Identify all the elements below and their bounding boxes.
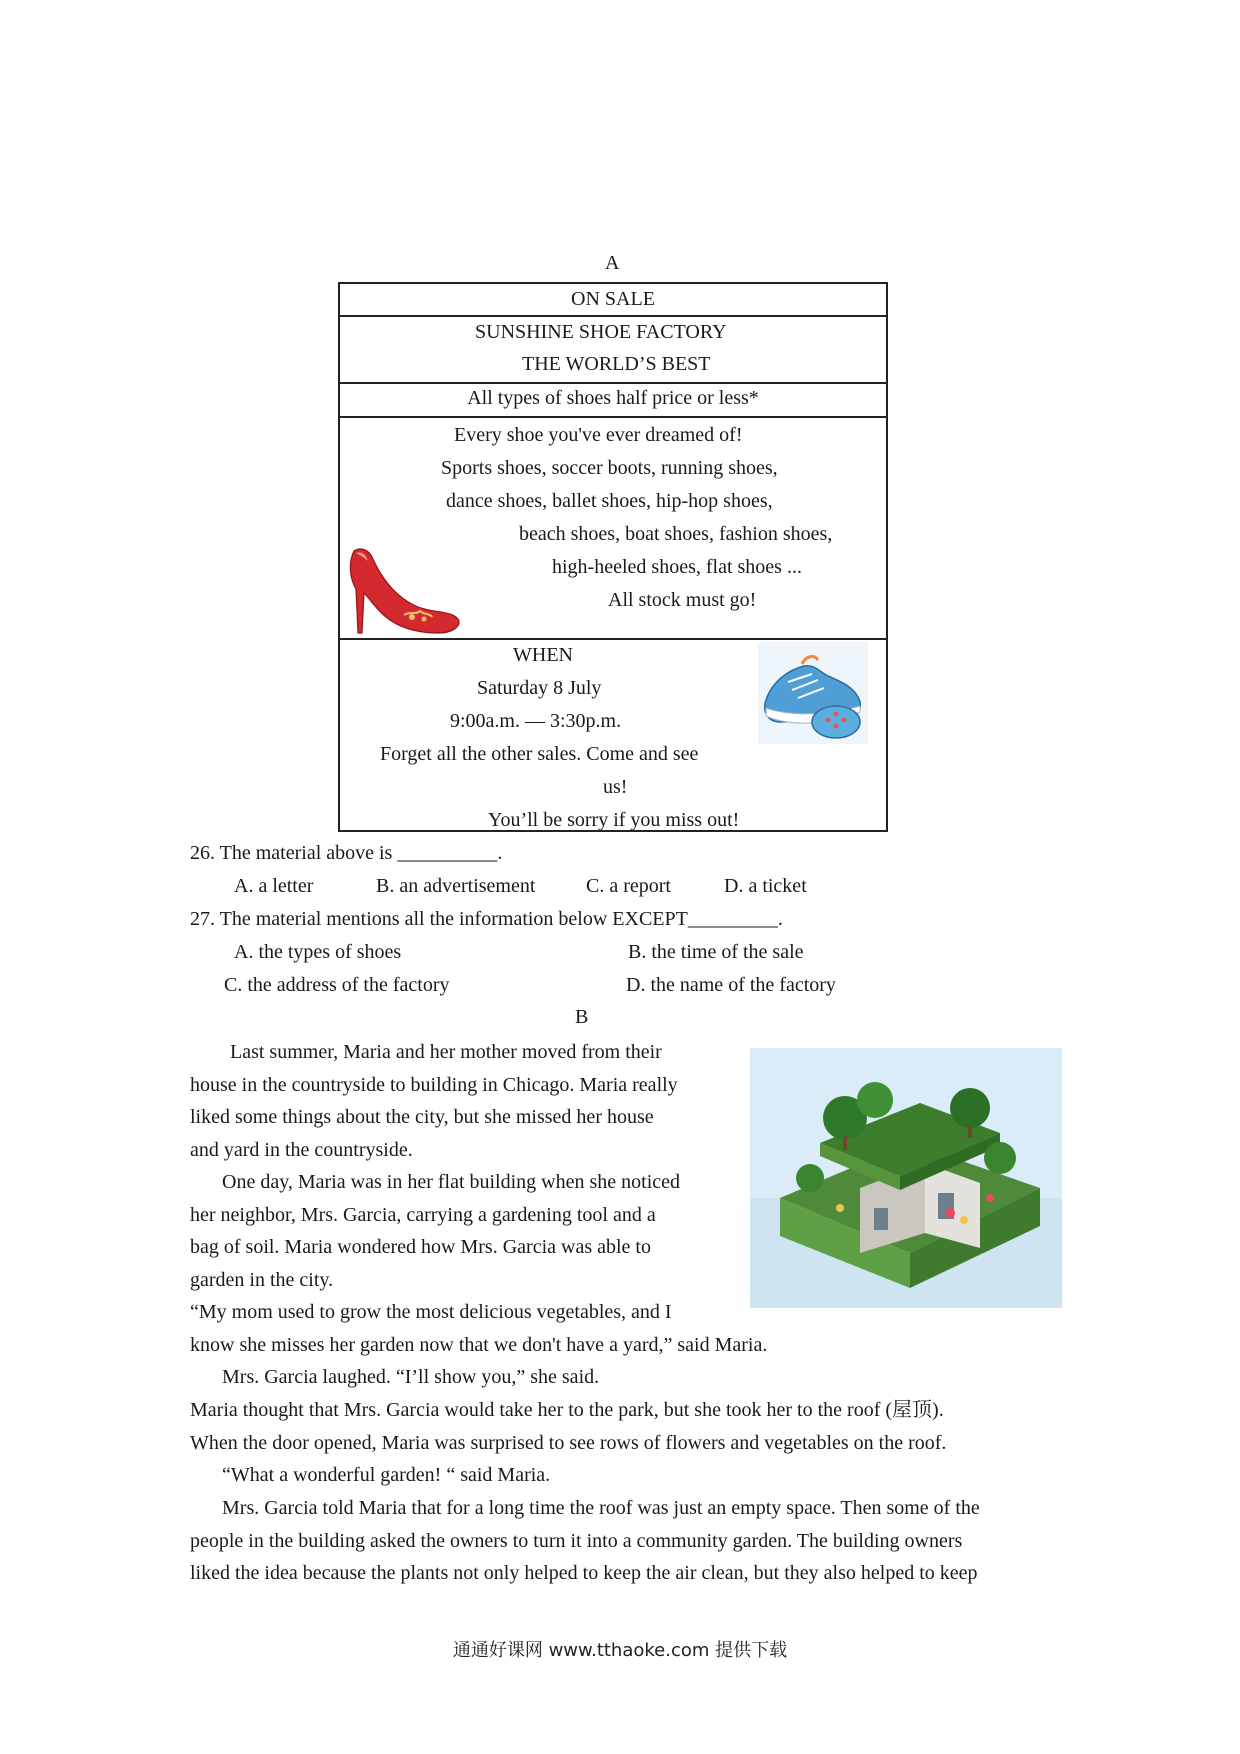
ad-slogan: THE WORLD’S BEST — [522, 353, 711, 375]
passage-line: and yard in the countryside. — [190, 1138, 413, 1161]
question-26-option-c: C. a report — [586, 875, 671, 897]
passage-b-paragraph-5 — [190, 1394, 1070, 1459]
page-footer: 通通好课网 www.tthaoke.com 提供下载 — [452, 1640, 788, 1661]
passage-line: know she misses her garden now that we don't have a yard,” said Maria. — [190, 1333, 768, 1356]
ad-company-name: SUNSHINE SHOE FACTORY — [475, 321, 727, 343]
passage-b-paragraph-7 — [190, 1492, 1070, 1590]
question-27-option-a: A. the types of shoes — [234, 941, 402, 963]
passage-line: garden in the city. — [190, 1268, 334, 1291]
ad-when-label: WHEN — [513, 644, 573, 666]
passage-b-paragraph-3 — [190, 1296, 890, 1361]
ad-offer: All types of shoes half price or less* — [467, 387, 759, 409]
question-26-option-a: A. a letter — [234, 875, 314, 897]
ad-closing-line: You’ll be sorry if you miss out! — [488, 809, 740, 831]
ad-list-line: high-heeled shoes, flat shoes ... — [552, 556, 802, 578]
question-26-option-b: B. an advertisement — [376, 875, 536, 897]
passage-line: “My mom used to grow the most delicious vegetables, and I — [190, 1301, 672, 1323]
ad-closing-line: us! — [603, 776, 628, 798]
ad-company-row — [340, 317, 886, 384]
passage-b-paragraph-4 — [222, 1361, 922, 1394]
ad-list-line: Every shoe you've ever dreamed of! — [454, 424, 743, 446]
ad-list-line: dance shoes, ballet shoes, hip-hop shoes, — [446, 490, 773, 512]
passage-line: her neighbor, Mrs. Garcia, carrying a gardening tool and a — [190, 1203, 656, 1226]
passage-line: liked some things about the city, but she missed her house — [190, 1106, 654, 1129]
ad-title: ON SALE — [571, 288, 655, 310]
ad-shoe-list-row — [340, 418, 886, 640]
passage-line: Mrs. Garcia told Maria that for a long time the roof was just an empty space. Then some of the — [222, 1497, 980, 1519]
passage-b-paragraph-6 — [222, 1459, 922, 1492]
advertisement-box — [338, 282, 888, 832]
blue-sneaker-image — [758, 642, 868, 744]
question-27-stem: 27. The material mentions all the information below EXCEPT_________. — [190, 908, 783, 930]
question-26-option-d: D. a ticket — [724, 875, 807, 897]
ad-closing-line: Forget all the other sales. Come and see — [380, 743, 699, 765]
passage-line: Mrs. Garcia laughed. “I’ll show you,” she said. — [222, 1366, 600, 1388]
passage-b-paragraph-1 — [190, 1036, 728, 1166]
ad-list-line: beach shoes, boat shoes, fashion shoes, — [519, 523, 833, 545]
ad-title-row — [340, 284, 886, 317]
ad-list-line: Sports shoes, soccer boots, running shoes, — [441, 457, 778, 479]
passage-b-paragraph-2 — [190, 1166, 728, 1296]
question-26-stem: 26. The material above is __________. — [190, 842, 503, 864]
question-27-option-d: D. the name of the factory — [626, 974, 836, 996]
passage-line: “What a wonderful garden! “ said Maria. — [222, 1464, 551, 1486]
passage-line: bag of soil. Maria wondered how Mrs. Garcia was able to — [190, 1236, 651, 1259]
ad-when-row — [340, 640, 886, 832]
rooftop-garden-image — [750, 1048, 1062, 1308]
ad-offer-row — [340, 384, 886, 418]
passage-line: liked the idea because the plants not only helped to keep the air clean, but they also helped to keep — [190, 1562, 978, 1585]
section-b-label: B — [575, 1006, 589, 1028]
section-a-label: A — [605, 252, 620, 274]
question-27-option-c: C. the address of the factory — [224, 974, 450, 996]
ad-list-line: All stock must go! — [608, 589, 757, 611]
passage-line: One day, Maria was in her flat building when she noticed — [222, 1171, 681, 1193]
passage-line: house in the countryside to building in Chicago. Maria really — [190, 1073, 678, 1096]
ad-time: 9:00a.m. — 3:30p.m. — [450, 710, 622, 732]
question-27-option-b: B. the time of the sale — [628, 941, 804, 963]
red-high-heel-image — [346, 545, 464, 637]
passage-line: Maria thought that Mrs. Garcia would take her to the park, but she took her to the roof (屋顶). — [190, 1399, 944, 1421]
passage-line: When the door opened, Maria was surprised to see rows of flowers and vegetables on the roof. — [190, 1431, 947, 1454]
passage-line: people in the building asked the owners to turn it into a community garden. The building owners — [190, 1529, 963, 1552]
ad-date: Saturday 8 July — [477, 677, 602, 699]
passage-line: Last summer, Maria and her mother moved from their — [230, 1041, 662, 1063]
